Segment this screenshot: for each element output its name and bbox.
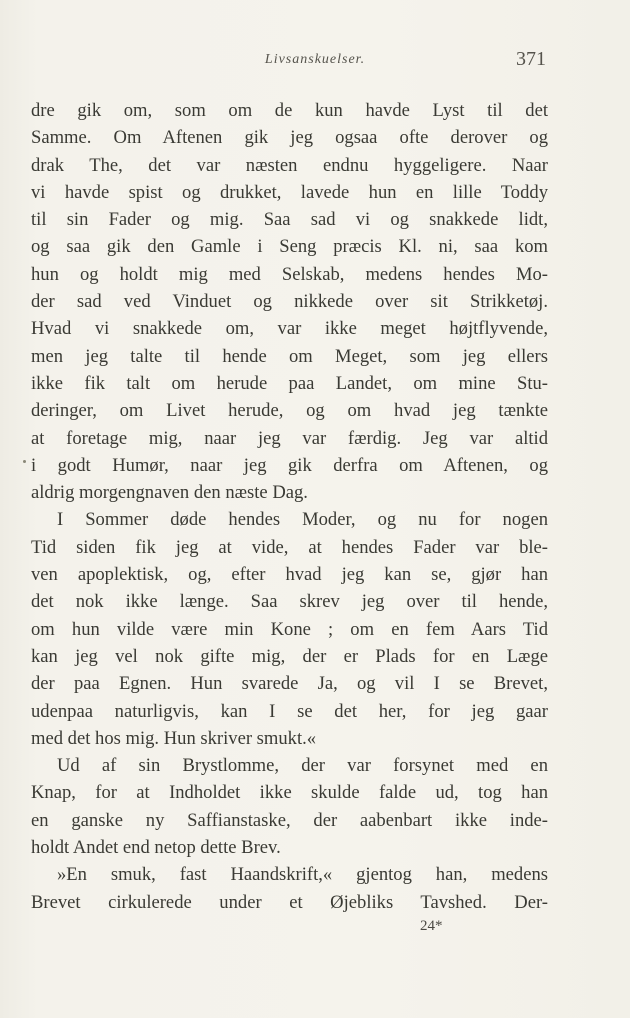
text-line: udenpaa naturligvis, kan I se det her, for jeg gaar [31, 700, 548, 722]
running-title: Livsanskuelser. [264, 52, 366, 67]
text-line: kan jeg vel nok gifte mig, der er Plads for en Læge [31, 645, 548, 667]
body-text [31, 97, 548, 916]
text-line: ikke fik talt om herude paa Landet, om mine Stu- [31, 372, 548, 394]
text-line: at foretage mig, naar jeg var færdig. Jeg var altid [31, 427, 548, 449]
text-line: der paa Egnen. Hun svarede Ja, og vil I se Brevet, [31, 673, 548, 695]
text-line: med det hos mig. Hun skriver smukt.« [31, 727, 317, 749]
text-line: Ud af sin Brystlomme, der var forsynet med en [57, 755, 548, 777]
text-line: der sad ved Vinduet og nikkede over sit Strikketøj. [31, 291, 548, 313]
text-line: Samme. Om Aftenen gik jeg ogsaa ofte derover og [31, 127, 548, 149]
text-line: Knap, for at Indholdet ikke skulde falde ud, tog han [31, 782, 548, 804]
text-line: en ganske ny Saffianstaske, der aabenbart ikke inde- [31, 809, 548, 831]
print-speck [23, 460, 26, 463]
text-line: deringer, om Livet herude, og om hvad jeg tænkte [31, 400, 548, 422]
text-line: det nok ikke længe. Saa skrev jeg over til hende, [31, 591, 548, 613]
text-line: men jeg talte til hende om Meget, som jeg ellers [31, 345, 548, 367]
signature-mark: 24* [420, 918, 443, 934]
text-line: Tid siden fik jeg at vide, at hendes Fader var ble- [31, 536, 548, 558]
text-line: Hvad vi snakkede om, var ikke meget højtflyvende, [31, 318, 548, 340]
text-line: og saa gik den Gamle i Seng præcis Kl. ni, saa kom [31, 236, 548, 258]
text-line: I Sommer døde hendes Moder, og nu for nogen [57, 509, 548, 531]
text-line: »En smuk, fast Haandskrift,« gjentog han, medens [57, 864, 548, 886]
page-number: 371 [516, 48, 546, 70]
text-line: vi havde spist og drukket, lavede hun en lille Toddy [31, 181, 548, 203]
text-line: Brevet cirkulerede under et Øjebliks Tavshed. Der- [31, 891, 548, 913]
text-line: aldrig morgengnaven den næste Dag. [31, 482, 308, 504]
text-line: holdt Andet end netop dette Brev. [31, 837, 281, 859]
text-line: hun og holdt mig med Selskab, medens hendes Mo- [31, 263, 548, 285]
text-line: til sin Fader og mig. Saa sad vi og snakkede lidt, [31, 209, 548, 231]
text-line: i godt Humør, naar jeg gik derfra om Aftenen, og [31, 454, 548, 476]
text-line: om hun vilde være min Kone ; om en fem Aars Tid [31, 618, 548, 640]
text-line: dre gik om, som om de kun havde Lyst til det [31, 100, 548, 121]
text-line: ven apoplektisk, og, efter hvad jeg kan se, gjør han [31, 564, 548, 586]
text-line: drak The, det var næsten endnu hyggeligere. Naar [31, 154, 548, 176]
